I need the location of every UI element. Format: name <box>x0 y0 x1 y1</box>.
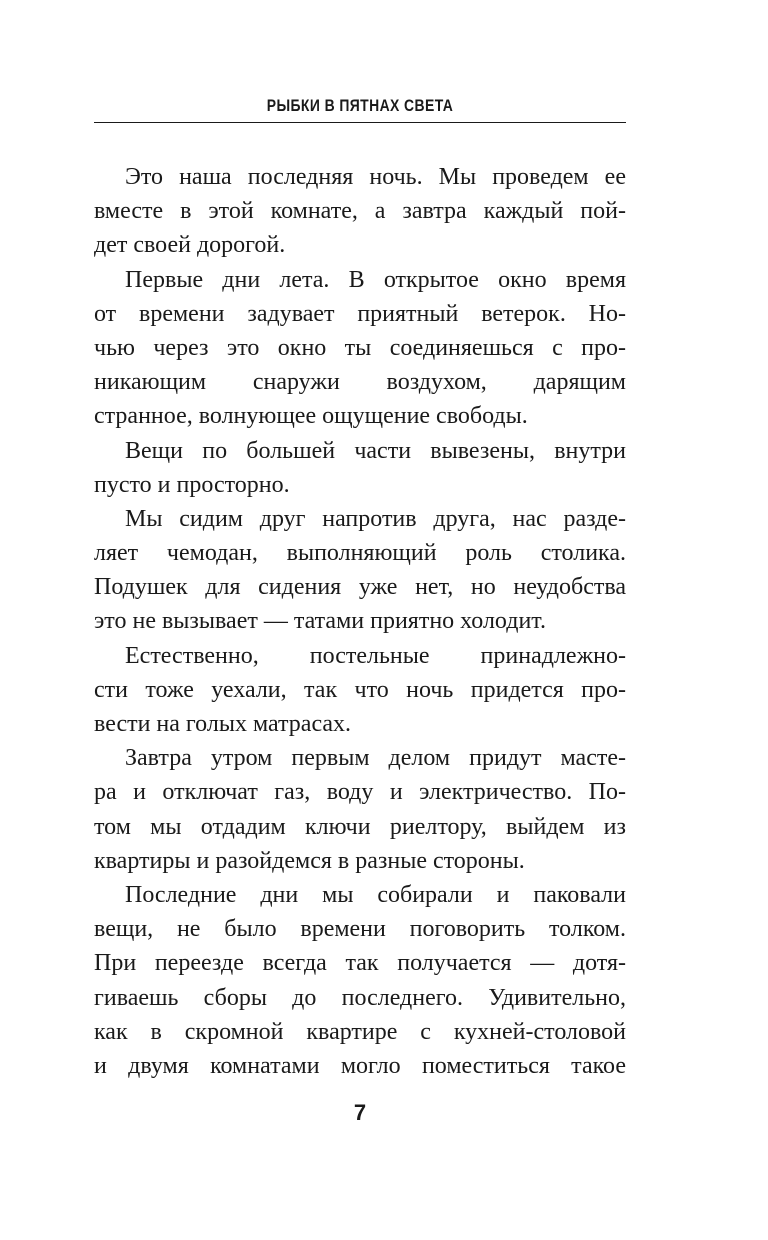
text-line: сти тоже уехали, так что ночь придется про- <box>94 676 626 703</box>
running-title: РЫБКИ В ПЯТНАХ СВЕТА <box>266 96 454 115</box>
text-line: это не вызывает — татами приятно холодит. <box>94 608 546 635</box>
text-line: Первые дни лета. В открытое окно время <box>125 266 626 293</box>
text-line: Подушек для сидения уже нет, но неудобства <box>94 574 626 601</box>
text-line: Последние дни мы собирали и паковали <box>125 881 626 908</box>
text-line: как в скромной квартире с кухней-столовой <box>94 1018 626 1045</box>
text-line: никающим снаружи воздухом, дарящим <box>94 369 626 396</box>
text-line: Завтра утром первым делом придут масте- <box>125 745 626 772</box>
paragraph-3 <box>94 434 626 502</box>
body-text <box>94 160 626 1083</box>
text-line: Это наша последняя ночь. Мы проведем ее <box>125 164 626 190</box>
paragraph-5 <box>94 639 626 742</box>
page-number: 7 <box>353 1100 367 1125</box>
text-line: том мы отдадим ключи риелтору, выйдем из <box>94 813 626 840</box>
paragraph-6 <box>94 741 626 878</box>
text-line: дет своей дорогой. <box>94 232 286 259</box>
text-line: от времени задувает приятный ветерок. Но- <box>94 300 626 327</box>
text-line: странное, волнующее ощущение свободы. <box>94 403 528 430</box>
text-line: вместе в этой комнате, а завтра каждый пой- <box>94 198 626 225</box>
text-line: При переезде всегда так получается — дотя- <box>94 950 626 977</box>
paragraph-1 <box>94 160 626 263</box>
paragraph-4 <box>94 502 626 639</box>
text-line: квартиры и разойдемся в разные стороны. <box>94 847 525 874</box>
text-line: чью через это окно ты соединяешься с про- <box>94 334 626 361</box>
text-line: Вещи по большей части вывезены, внутри <box>125 437 626 464</box>
text-line: вещи, не было времени поговорить толком. <box>94 916 626 943</box>
text-line: Естественно, постельные принадлежно- <box>125 642 626 669</box>
text-line: ляет чемодан, выполняющий роль столика. <box>94 540 626 567</box>
text-line: пусто и просторно. <box>94 471 290 498</box>
header-rule <box>94 122 626 123</box>
text-line: Мы сидим друг напротив друга, нас разде- <box>125 505 626 532</box>
text-line: вести на голых матрасах. <box>94 711 352 737</box>
paragraph-7 <box>94 878 626 1083</box>
text-line: ра и отключат газ, воду и электричество. По- <box>94 779 626 806</box>
text-line: гиваешь сборы до последнего. Удивительно, <box>94 984 626 1011</box>
paragraph-2 <box>94 263 626 434</box>
text-line: и двумя комнатами могло поместиться такое <box>94 1052 626 1079</box>
